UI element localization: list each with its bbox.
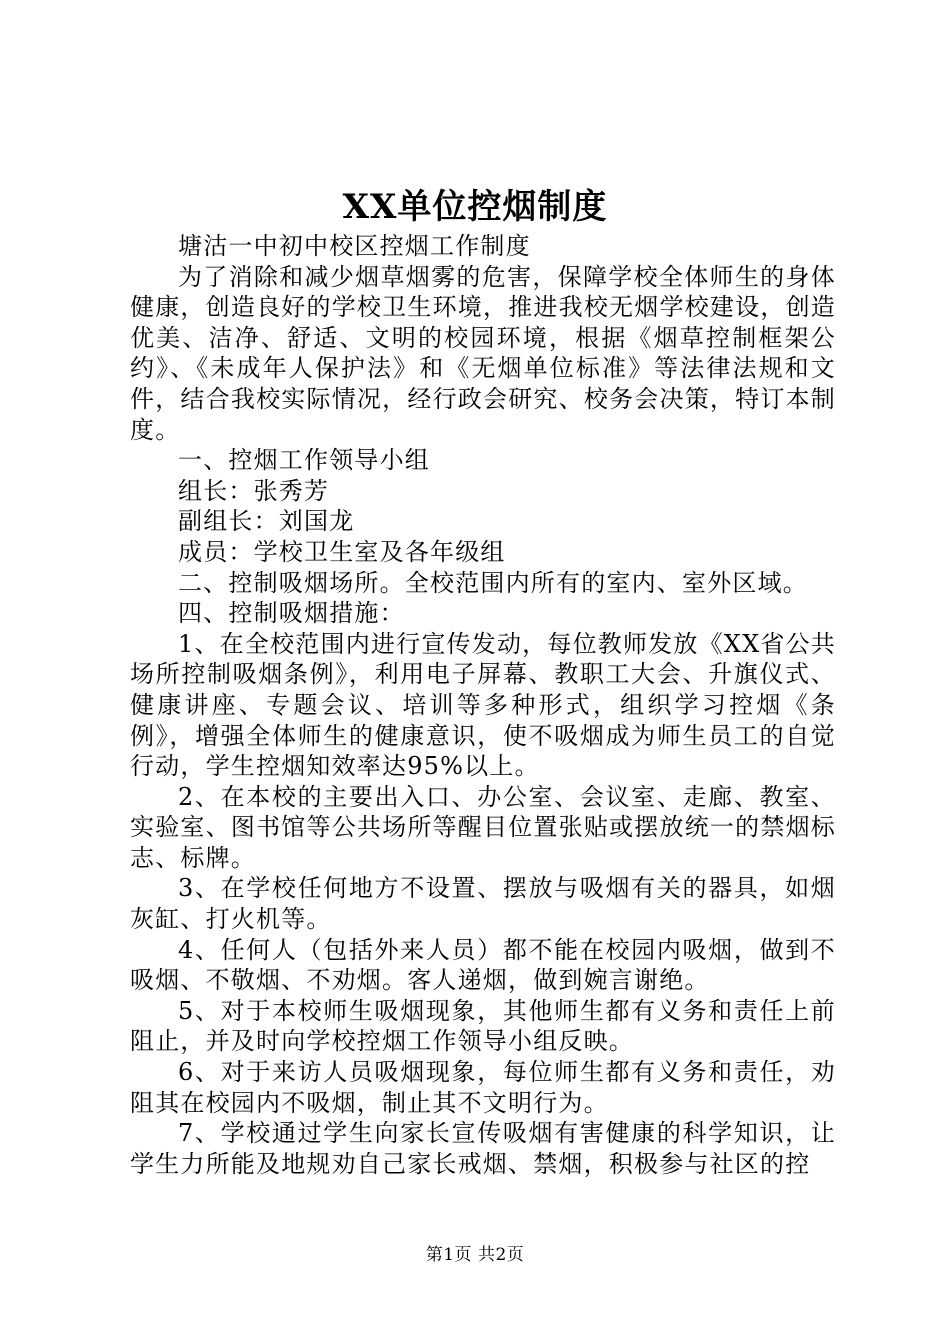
section-heading: 四、控制吸烟措施：: [178, 599, 405, 628]
measure-paragraph: 3、在学校任何地方不设置、摆放与吸烟有关的器具，如烟灰缸、打火机等。: [130, 874, 836, 934]
page-footer: 第1页 共2页: [425, 1245, 525, 1265]
members-line: 成员：学校卫生室及各年级组: [178, 537, 506, 566]
measure-paragraph: 4、任何人（包括外来人员）都不能在校园内吸烟，做到不吸烟、不敬烟、不劝烟。客人递烟，做到婉言谢绝。: [130, 935, 836, 995]
intro-paragraph: 为了消除和减少烟草烟雾的危害，保障学校全体师生的身体健康，创造良好的学校卫生环境，推进我校无烟学校建设，创造优美、洁净、舒适、文明的校园环境，根据《烟草控制框架公约》、《未成年人保护法》和《无烟单位标准》等法律法规和文件，结合我校实际情况，经行政会研究、校务会决策，特订本制度。: [130, 262, 836, 444]
section-heading: 一、控烟工作领导小组: [178, 446, 430, 475]
document-body: [130, 231, 836, 1179]
measure-paragraph: 6、对于来访人员吸烟现象，每位师生都有义务和责任，劝阻其在校园内不吸烟，制止其不文明行为。: [130, 1058, 836, 1117]
deputy-leader-line: 副组长：刘国龙: [178, 507, 355, 536]
measure-paragraph: 7、学校通过学生向家长宣传吸烟有害健康的科学知识，让学生力所能及地规劝自己家长戒烟、禁烟，积极参与社区的控: [130, 1119, 836, 1178]
team-leader-line: 组长：张秀芳: [178, 476, 330, 505]
document-title: XX单位控烟制度: [342, 187, 608, 227]
measure-paragraph: 1、在全校范围内进行宣传发动，每位教师发放《XX省公共场所控制吸烟条例》，利用电子屏幕、教职工大会、升旗仪式、健康讲座、专题会议、培训等多种形式，组织学习控烟《条例》，增强全体师生的健康意识，使不吸烟成为师生员工的自觉行动，学生控烟知效率达95%以上。: [130, 629, 836, 781]
subtitle-paragraph: 塘沽一中初中校区控烟工作制度: [178, 232, 531, 260]
measure-paragraph: 2、在本校的主要出入口、办公室、会议室、走廊、教室、实验室、图书馆等公共场所等醒目位置张贴或摆放统一的禁烟标志、标牌。: [130, 782, 836, 872]
measure-paragraph: 5、对于本校师生吸烟现象，其他师生都有义务和责任上前阻止，并及时向学校控烟工作领导小组反映。: [130, 996, 836, 1056]
section-heading: 二、控制吸烟场所。全校范围内所有的室内、室外区域。: [178, 568, 808, 597]
